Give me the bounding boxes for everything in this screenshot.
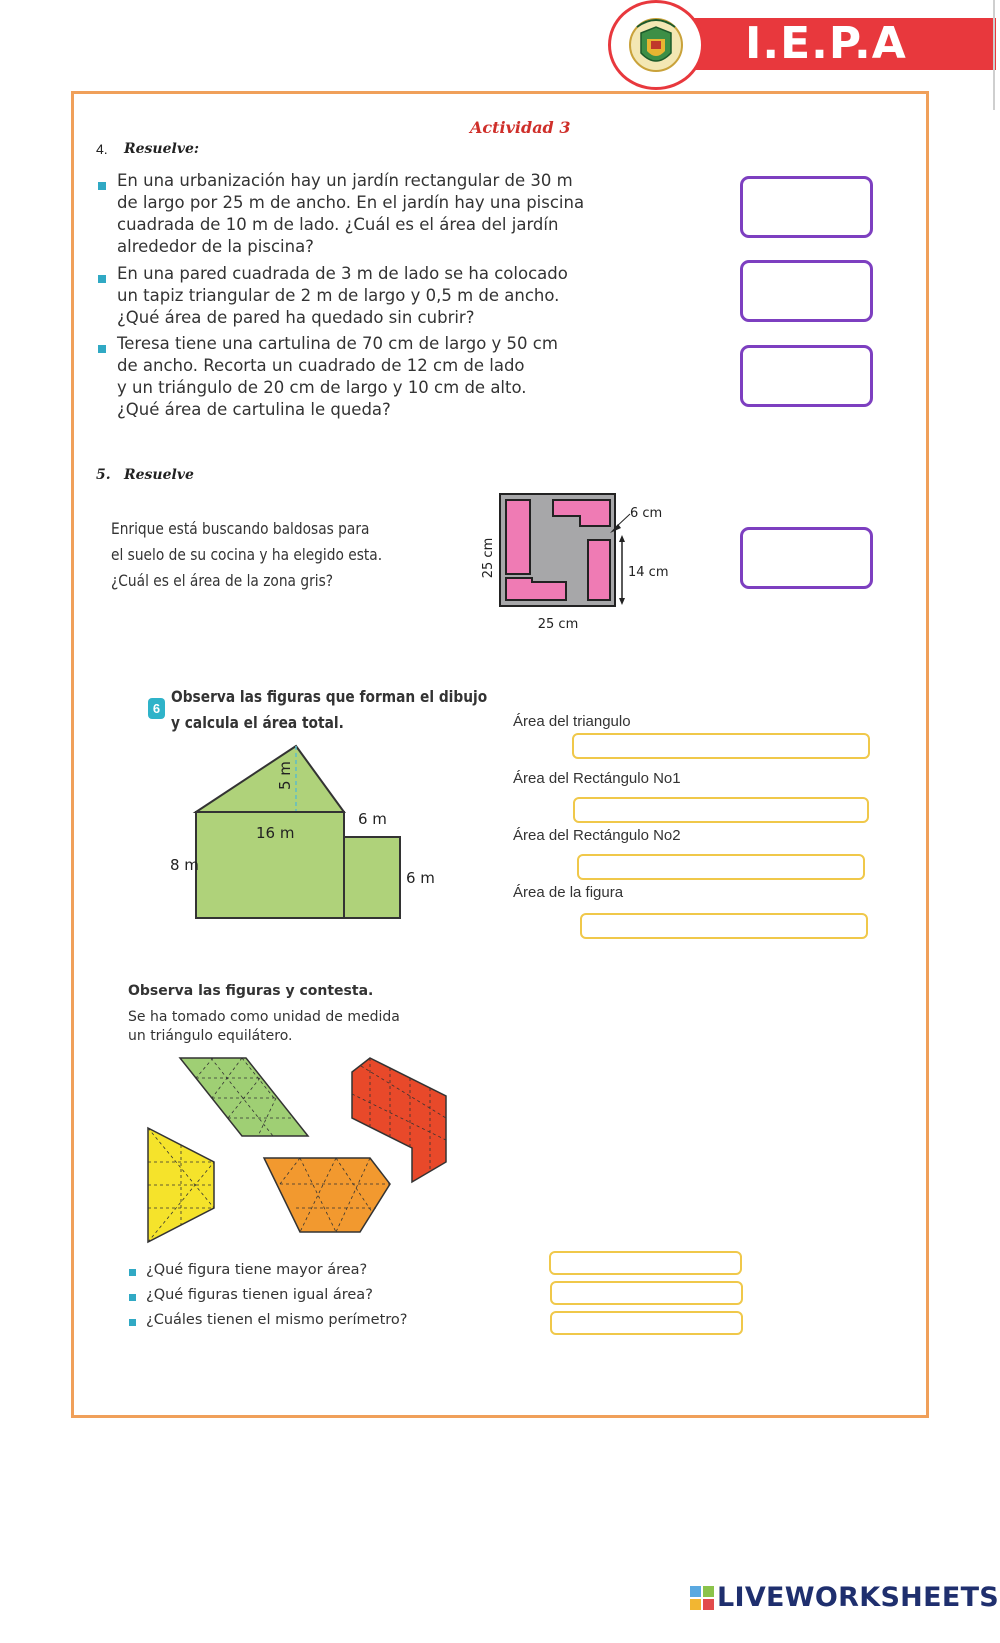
tile-problem-line: ¿Cuál es el área de la zona gris? [111,571,334,590]
bullet-icon [98,182,106,190]
page-edge-rule [993,0,995,110]
section-4-heading: Resuelve: [124,141,200,157]
liveworksheets-brand: LIVEWORKSHEETS [717,1582,1000,1613]
school-name: I.E.P.A [745,18,907,69]
width-label: 16 m [256,824,295,842]
small-top-label: 6 m [358,810,387,828]
school-seal-icon [608,0,704,90]
answer-box-problem-1[interactable] [740,176,873,238]
problem-1-line: alrededor de la piscina? [117,237,314,256]
answer-label-triangle: Área del triangulo [513,713,631,730]
bullet-icon [129,1294,136,1301]
problem-3-line: y un triángulo de 20 cm de largo y 10 cm de alto. [117,378,527,397]
exercise-6-line: Observa las figuras que forman el dibujo [171,687,488,706]
answer-box-tile[interactable] [740,527,873,589]
activity-title: Actividad 3 [470,118,571,137]
answer-label-rectangle-1: Área del Rectángulo No1 [513,770,681,787]
composite-figure [160,740,460,930]
input-figure-area[interactable] [580,913,868,939]
arrow-head-icon [619,535,625,542]
bullet-icon [129,1269,136,1276]
orange-trapezoid-shape [264,1158,390,1232]
figure-triangle [196,746,344,812]
section-4-number: 4. [96,141,108,157]
bullet-icon [129,1319,136,1326]
exercise-7-intro-line: Se ha tomado como unidad de medida [128,1009,400,1025]
exercise-7-intro-line: un triángulo equilátero. [128,1028,293,1044]
problem-1 [117,170,584,258]
left-label: 8 m [170,856,199,874]
tile-problem-line: el suelo de su cocina y ha elegido esta. [111,545,383,564]
answer-label-figure: Área de la figura [513,884,624,901]
question-3: ¿Cuáles tienen el mismo perímetro? [146,1312,408,1328]
question-1: ¿Qué figura tiene mayor área? [146,1262,368,1278]
tile-pink-piece [506,578,566,600]
bullet-icon [98,345,106,353]
problem-3 [117,333,558,421]
input-rectangle-1-area[interactable] [573,797,869,823]
problem-2-line: ¿Qué área de pared ha quedado sin cubrir? [117,308,475,327]
problem-1-line: En una urbanización hay un jardín rectangular de 30 m [117,171,573,190]
tile-pink-piece [506,500,530,574]
input-question-3[interactable] [550,1311,743,1335]
input-rectangle-2-area[interactable] [577,854,865,880]
tile-problem-line: Enrique está buscando baldosas para [111,519,370,538]
answer-box-problem-2[interactable] [740,260,873,322]
question-2: ¿Qué figuras tienen igual área? [146,1287,373,1303]
exercise-6-badge: 6 [148,698,165,719]
exercise-6-text [171,684,487,736]
tile-diagram [470,490,700,640]
input-triangle-area[interactable] [572,733,870,759]
tile-right-label: 14 cm [628,565,669,580]
problem-2 [117,263,568,329]
input-question-1[interactable] [549,1251,742,1275]
problem-1-line: de largo por 25 m de ancho. En el jardín hay una piscina [117,193,585,212]
answer-label-rectangle-2: Área del Rectángulo No2 [513,827,681,844]
bullet-icon [98,275,106,283]
tile-problem-text [111,516,382,594]
problem-2-line: En una pared cuadrada de 3 m de lado se ha colocado [117,264,568,283]
height-label: 5 m [276,761,294,790]
tile-bottom-label: 25 cm [537,617,579,632]
problem-3-line: de ancho. Recorta un cuadrado de 12 cm de lado [117,356,525,375]
answer-box-problem-3[interactable] [740,345,873,407]
problem-3-line: Teresa tiene una cartulina de 70 cm de largo y 50 cm [117,334,558,353]
tile-pink-piece [588,540,610,600]
problem-2-line: un tapiz triangular de 2 m de largo y 0,5 m de ancho. [117,286,560,305]
liveworksheets-logo-icon [690,1586,714,1610]
tile-left-label: 25 cm [481,537,496,579]
exercise-7-title: Observa las figuras y contesta. [128,983,374,999]
shapes-diagram [140,1052,460,1252]
problem-1-line: cuadrada de 10 m de lado. ¿Cuál es el área del jardín [117,215,559,234]
problem-3-line: ¿Qué área de cartulina le queda? [117,400,391,419]
tile-top-right-label: 6 cm [630,506,663,521]
figure-rectangle-2 [344,837,400,918]
exercise-6-line: y calcula el área total. [171,713,344,732]
green-parallelogram-shape [180,1058,308,1136]
section-5-number: 5. [96,467,111,483]
input-question-2[interactable] [550,1281,743,1305]
section-5-heading: Resuelve [124,467,194,483]
exercise-7-intro [128,1008,400,1046]
arrow-head-icon [619,598,625,605]
small-right-label: 6 m [406,869,435,887]
